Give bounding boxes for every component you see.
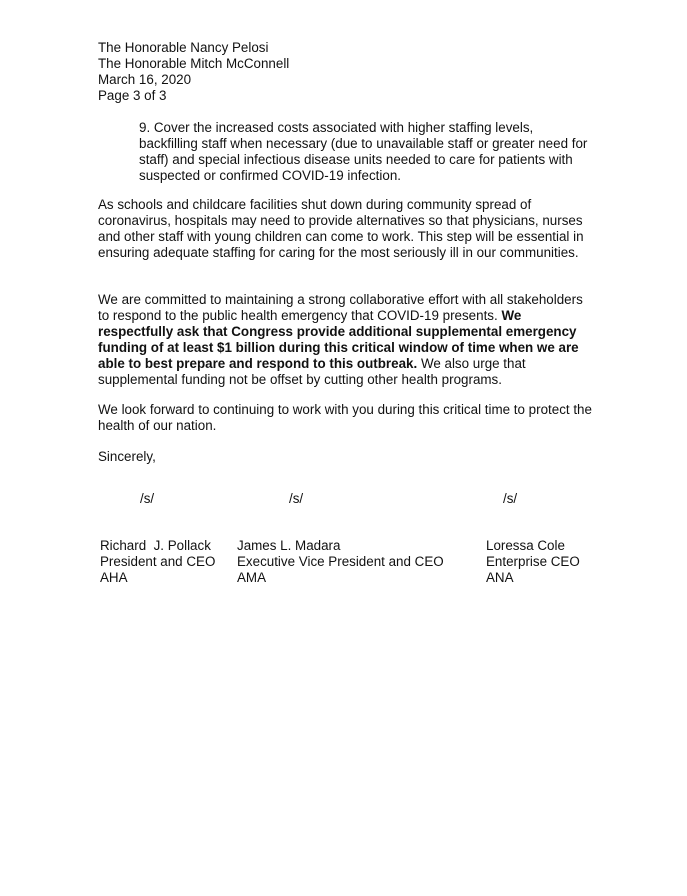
- paragraph-funding-request: [98, 292, 593, 388]
- paragraph-childcare: As schools and childcare facilities shut down during community spread of coronavirus, hospitals may need to provide alternatives so that physicians, nurses and other staff with young children can come to work. This step will be essential in ensuring adequate staffing for caring for the most seriously ill in our communities.: [98, 197, 584, 260]
- signer-title: Enterprise CEO: [486, 554, 580, 569]
- paragraph-funding-end: We also urge that supplemental funding not be offset by cutting other health programs.: [98, 356, 526, 387]
- signer-block-madara: [237, 538, 444, 586]
- signer-title: Executive Vice President and CEO: [237, 554, 444, 569]
- signature-mark-cole: /s/: [503, 491, 518, 506]
- recipient-mcconnell: The Honorable Mitch McConnell: [98, 56, 290, 71]
- paragraph-look-forward: We look forward to continuing to work with you during this critical time to protect the health of our nation.: [98, 402, 592, 433]
- letter-date: March 16, 2020: [98, 72, 192, 87]
- signer-name: James L. Madara: [237, 538, 341, 553]
- paragraph-funding-intro: We are committed to maintaining a strong collaborative effort with all stakeholders to respond to the public health emergency that COVID-19 presents.: [98, 292, 583, 323]
- list-item-9: 9. Cover the increased costs associated with higher staffing levels, backfilling staff when necessary (due to unavailable staff or greater need for staff) and special infectious disease units needed to care for patients with suspected or confirmed COVID-19 infection.: [139, 120, 588, 183]
- signer-name: Loressa Cole: [486, 538, 565, 553]
- signer-name: Richard J. Pollack: [100, 538, 211, 553]
- paragraph-funding-bold: We respectfully ask that Congress provide additional supplemental emergency funding of at least $1 billion during this critical window of time when we are able to best prepare and respond to this outbreak.: [98, 308, 579, 371]
- signature-mark-madara: /s/: [289, 491, 304, 506]
- letter-header: [98, 40, 578, 104]
- signer-org: ANA: [486, 570, 514, 585]
- signer-block-pollack: [100, 538, 215, 586]
- recipient-pelosi: The Honorable Nancy Pelosi: [98, 40, 269, 55]
- page-number: Page 3 of 3: [98, 88, 167, 103]
- signer-block-cole: [486, 538, 580, 586]
- closing-salutation: Sincerely,: [98, 449, 156, 464]
- signer-title: President and CEO: [100, 554, 216, 569]
- signature-mark-pollack: /s/: [140, 491, 155, 506]
- signer-org: AMA: [237, 570, 267, 585]
- signer-org: AHA: [100, 570, 128, 585]
